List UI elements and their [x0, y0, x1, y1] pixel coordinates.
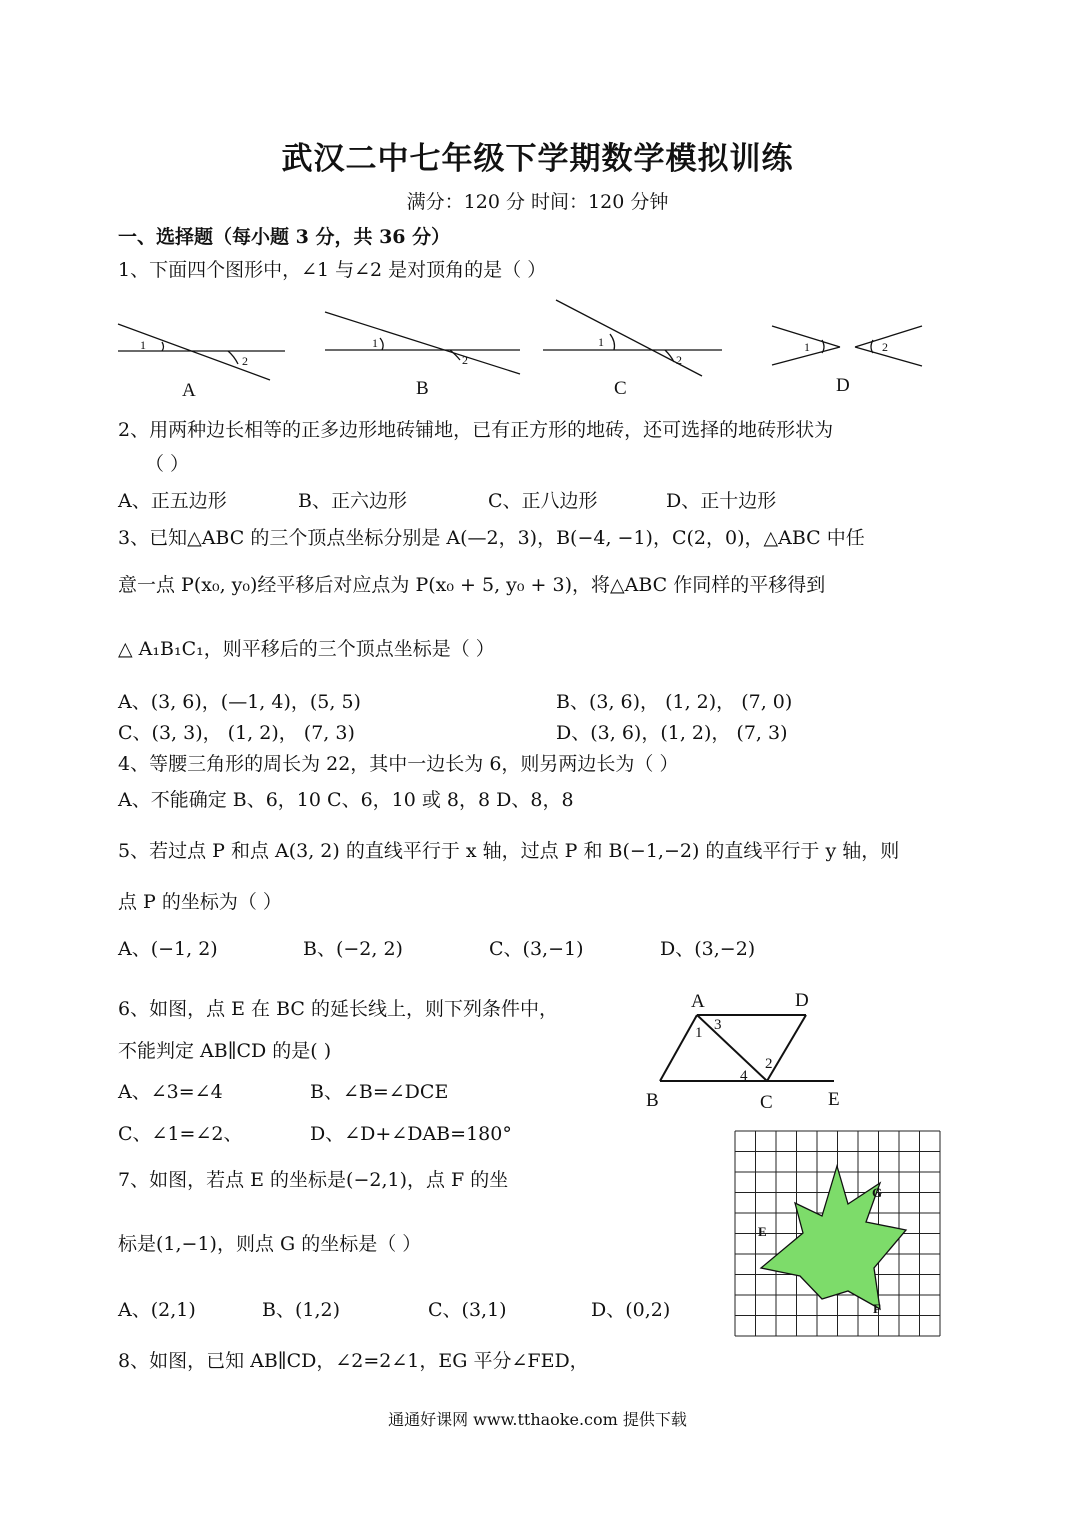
vertex-label-e: E	[828, 1089, 840, 1110]
translated-point: 经平移后对应点为 P(x₀ + 5, y₀ + 3)	[257, 574, 573, 596]
question-8-stem: 8、如图，已知 AB∥CD，∠2=2∠1，EG 平分∠FED，	[118, 1350, 589, 1372]
angle-label-3: 3	[714, 1017, 722, 1033]
angle-label-2: 2	[462, 353, 468, 367]
question-2-option-a: A、正五边形	[118, 490, 227, 512]
question-5-option-d: D、(3,−2)	[660, 938, 756, 960]
question-3-line-3-end: ，则平移后的三个顶点坐标是（ ）	[203, 638, 495, 660]
vertex-label-b: B	[646, 1090, 659, 1111]
question-2-option-c: C、正八边形	[488, 490, 598, 512]
footer-text: 通通好课网 www.tthaoke.com 提供下载	[388, 1410, 687, 1429]
point-label-f: F	[873, 1301, 881, 1316]
vertex-label-d: D	[795, 990, 809, 1011]
figure-label-a: A	[182, 380, 196, 401]
question-7-option-b: B、(1,2)	[262, 1299, 341, 1321]
figure-label-d: D	[836, 375, 850, 396]
angle-label-2: 2	[242, 354, 248, 368]
section-heading: 一、选择题（每小题 3 分，共 36 分）	[118, 226, 451, 248]
question-6-option-c: C、∠1=∠2、	[118, 1123, 243, 1145]
question-6-option-a: A、∠3=∠4	[118, 1081, 223, 1103]
question-5-line-1: 5、若过点 P 和点 A(3, 2) 的直线平行于 x 轴，过点 P 和 B(−1,−2) 的直线平行于 y 轴，则	[118, 840, 900, 862]
question-5-line-2: 点 P 的坐标为（ ）	[118, 891, 282, 913]
angle-label-1: 1	[140, 338, 146, 352]
question-2-option-d: D、正十边形	[666, 490, 777, 512]
question-7-line-1: 7、如图，若点 E 的坐标是(−2,1)，点 F 的坐	[118, 1169, 509, 1191]
question-3-line-2	[118, 570, 825, 597]
page-title: 武汉二中七年级下学期数学模拟训练	[281, 141, 794, 177]
point-p: 意一点 P(x₀, y₀)	[118, 574, 258, 596]
question-6-line-2: 不能判定 AB∥CD 的是( )	[118, 1040, 332, 1062]
point-label-g: G	[872, 1185, 883, 1200]
question-3-option-c: C、(3, 3)， (1, 2)， (7, 3)	[118, 722, 355, 744]
angle-label-2: 2	[676, 353, 682, 367]
question-3-line-1: 3、已知△ABC 的三个顶点坐标分别是 A(—2，3)，B(−4, −1)，C(2，0)，△ABC 中任	[118, 527, 865, 549]
question-1-figures	[110, 290, 940, 405]
angle-label-1: 1	[372, 336, 378, 350]
question-6-option-d: D、∠D+∠DAB=180°	[310, 1123, 512, 1145]
question-3-line-2-end: ，将△ABC 作同样的平移得到	[572, 574, 826, 596]
figure-label-c: C	[614, 378, 627, 399]
triangle-a1b1c1: △ A₁B₁C₁	[118, 638, 204, 660]
question-5-option-a: A、(−1, 2)	[118, 938, 218, 960]
angle-label-1: 1	[695, 1025, 703, 1041]
angle-label-1: 1	[598, 335, 604, 349]
vertex-label-c: C	[760, 1092, 773, 1113]
question-3-option-d: D、(3, 6)，(1, 2)， (7, 3)	[556, 722, 788, 744]
figure-label-b: B	[416, 378, 429, 399]
question-7-option-d: D、(0,2)	[591, 1299, 671, 1321]
angle-label-4: 4	[740, 1068, 748, 1084]
question-4-options: A、不能确定 B、6，10 C、6，10 或 8，8 D、8，8	[118, 789, 574, 811]
question-6-option-b: B、∠B=∠DCE	[310, 1081, 449, 1103]
question-2-option-b: B、正六边形	[298, 490, 407, 512]
question-2-blank: （ ）	[145, 453, 190, 475]
question-1-stem: 1、下面四个图形中，∠1 与∠2 是对顶角的是（ ）	[118, 259, 547, 281]
question-3-option-b: B、(3, 6)， (1, 2)， (7, 0)	[556, 691, 793, 713]
page-subtitle: 满分：120 分 时间：120 分钟	[406, 191, 669, 213]
question-7-grid-figure	[730, 1126, 945, 1338]
angle-label-2: 2	[882, 340, 888, 354]
point-label-e: E	[758, 1224, 767, 1239]
question-6-line-1: 6、如图，点 E 在 BC 的延长线上，则下列条件中，	[118, 998, 558, 1020]
question-5-option-c: C、(3,−1)	[489, 938, 584, 960]
question-3-line-3	[118, 634, 495, 661]
angle-label-2: 2	[765, 1056, 773, 1072]
question-4-stem: 4、等腰三角形的周长为 22，其中一边长为 6，则另两边长为（ ）	[118, 753, 679, 775]
angle-label-1: 1	[804, 340, 810, 354]
question-2-stem: 2、用两种边长相等的正多边形地砖铺地，已有正方形的地砖，还可选择的地砖形状为	[118, 419, 834, 441]
leaf-shape	[761, 1166, 906, 1309]
question-7-option-c: C、(3,1)	[428, 1299, 507, 1321]
question-7-line-2: 标是(1,−1)，则点 G 的坐标是（ ）	[118, 1233, 422, 1255]
question-6-figure	[630, 985, 850, 1115]
question-3-option-a: A、(3, 6)，(—1, 4)，(5, 5)	[118, 691, 361, 713]
question-7-option-a: A、(2,1)	[118, 1299, 196, 1321]
vertex-label-a: A	[691, 991, 705, 1012]
question-5-option-b: B、(−2, 2)	[303, 938, 403, 960]
